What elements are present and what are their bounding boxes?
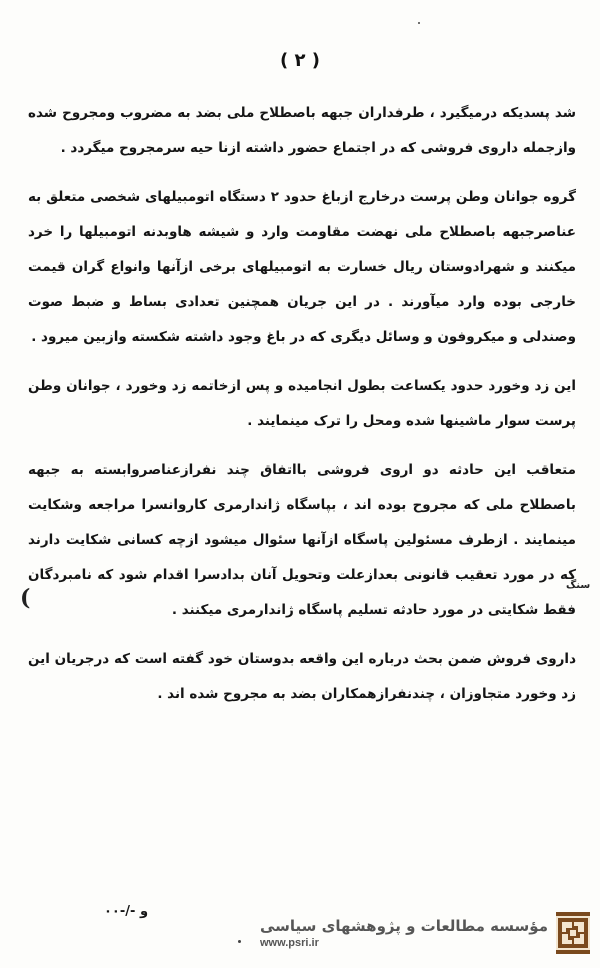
page-number: ( ۲ ) [280,50,320,71]
document-body [28,96,576,712]
scan-speck [238,940,241,943]
paragraph-5: داروی فروش ضمن بحث درباره این واقعه بدوستان خود گفته است که درجریان این زد وخورد متجاوزان ، چندنفرازهمکاران بضد به مجروح شده اند . [28,651,576,702]
paragraph-4: متعاقب این حادثه دو اروی فروشی بااتفاق چند نفرازعناصروابسته به جبهه باصطلاح ملی که مجروح بوده اند ، بپاسگاه ژاندارمری کاروانسرا مراجعه وشکایت مینمایند . ازطرف مسئولین پاسگاه ازآنها سئوال میشود ازچه کسانی شکایت دارند که در مورد تعقیب قانونی بعدازعلت وتحویل آنان بدادسرا اقدام شود که نامبردگان فقط شکایتی در مورد حادثه تسلیم پاسگاه ژاندارمری میکنند . [28,462,576,618]
watermark-text [260,917,548,949]
scan-speck [418,22,420,24]
institute-logo-icon [556,912,590,954]
paragraph-1: شد پسدیکه درمیگیرد ، طرفداران جبهه باصطلاح ملی بضد به مضروب ومجروح شده وازجمله داروی فروشی که در اجتماع حضور داشته ازنا حیه سرمجروح میگردد . [28,105,576,156]
paragraph-3: این زد وخورد حدود یکساعت بطول انجامیده و پس ازخاتمه زد وخورد ، جوانان وطن پرست سوار ماشینها شده ومحل را ترک مینمایند . [28,378,576,429]
watermark [259,908,590,958]
footer-reference-code: و -/-۰۰ [104,904,149,919]
margin-bracket-mark: ( [20,585,31,611]
margin-handwritten-note: سنگ [566,580,591,591]
watermark-url: www.psri.ir [259,937,319,949]
watermark-title: مؤسسه مطالعات و پژوهشهای سیاسی [259,917,548,935]
paragraph-2: گروه جوانان وطن پرست درخارج ازباغ حدود ۲ دستگاه اتومبیلهای شخصی متعلق به عناصرجبهه باصطلاح ملی نهضت مقاومت وارد و شیشه هاوبدنه اتومبیلها را خرد میکنند و شهرادوستان ریال خسارت به اتومبیلهای برخی ازآنها وانواع گران قیمت خارجی بوده وارد میآورند . در این جریان همچنین تعدادی بساط و ضبط صوت وصندلی و میکروفون و وسائل دیگری که در باغ وجود داشته شکسته وازبین میرود . [28,189,576,345]
